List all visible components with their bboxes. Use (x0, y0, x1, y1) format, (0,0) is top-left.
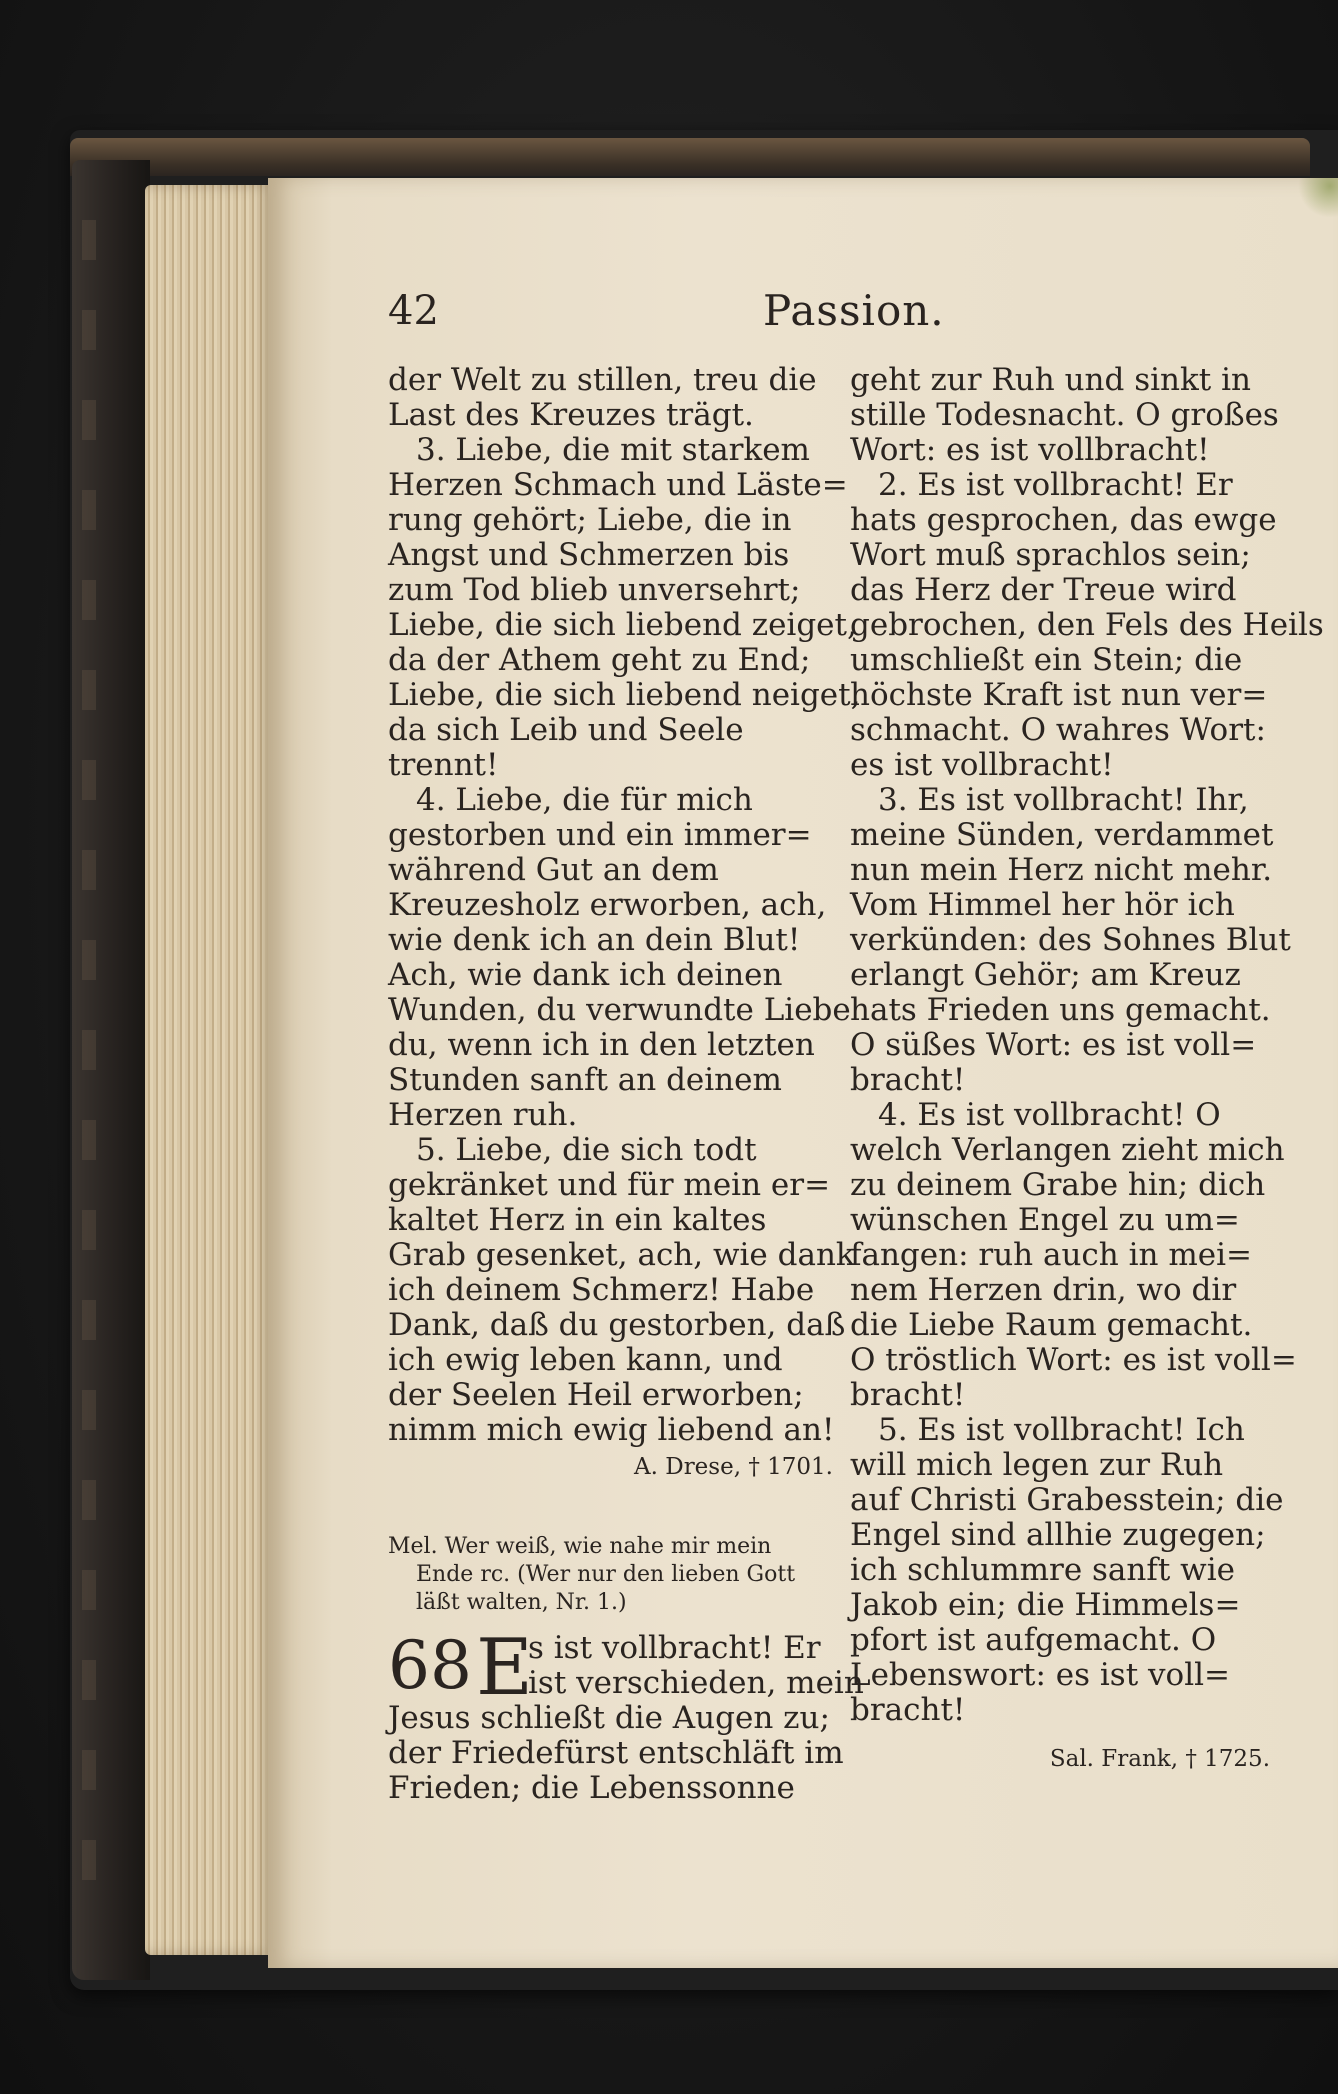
text-line: Frieden; die Lebenssonne (388, 1770, 795, 1806)
right-column (850, 362, 1324, 1777)
text-line: Angst und Schmerzen bis (388, 537, 790, 573)
left-column (388, 362, 864, 1806)
author-attribution: Sal. Frank, † 1725. (1049, 1746, 1270, 1772)
text-line: bracht! (850, 1377, 966, 1413)
text-line: zum Tod blieb unversehrt; (388, 572, 801, 608)
text-line: wie denk ich an dein Blut! (388, 922, 801, 958)
verse-start: 3. Es ist vollbracht! Ihr, (878, 782, 1249, 818)
text-line: ich schlummre sanft wie (850, 1552, 1235, 1588)
text-line: Herzen Schmach und Läste= (388, 467, 848, 503)
verse-start: 4. Liebe, die für mich (416, 782, 753, 818)
text-line: Wort muß sprachlos sein; (850, 537, 1251, 573)
text-line: Wunden, du verwundte Liebe (388, 992, 851, 1028)
text-line: gebrochen, den Fels des Heils (850, 607, 1324, 643)
text-line: Jakob ein; die Himmels= (850, 1587, 1241, 1623)
text-line: schmacht. O wahres Wort: (850, 712, 1266, 748)
text-line: Ach, wie dank ich deinen (388, 957, 783, 993)
text-line: die Liebe Raum gemacht. (850, 1307, 1253, 1343)
text-line: rung gehört; Liebe, die in (388, 502, 792, 538)
text-line: da sich Leib und Seele (388, 712, 744, 748)
text-line: wünschen Engel zu um= (850, 1202, 1240, 1238)
text-line: Liebe, die sich liebend neiget, (388, 677, 861, 713)
text-line: erlangt Gehör; am Kreuz (850, 957, 1241, 993)
page-title: Passion. (763, 286, 945, 335)
text-line: höchste Kraft ist nun ver= (850, 677, 1268, 713)
text-line: der Seelen Heil erworben; (388, 1377, 804, 1413)
text-line: gestorben und ein immer= (388, 817, 812, 853)
text-line: gekränket und für mein er= (388, 1167, 831, 1203)
text-line: verkünden: des Sohnes Blut (850, 922, 1291, 958)
text-line: ich deinem Schmerz! Habe (388, 1272, 815, 1308)
text-line: Herzen ruh. (388, 1097, 578, 1133)
text-line: meine Sünden, verdammet (850, 817, 1274, 853)
drop-cap: E (476, 1623, 533, 1713)
melody-note: läßt walten, Nr. 1.) (416, 1590, 627, 1615)
verse-start: 5. Es ist vollbracht! Ich (878, 1412, 1245, 1448)
text-line: zu deinem Grabe hin; dich (850, 1167, 1266, 1203)
text-line: Dank, daß du gestorben, daß (388, 1307, 846, 1343)
hymn-opening (388, 1623, 864, 1771)
text-line: Grab gesenket, ach, wie dank (388, 1237, 855, 1273)
text-line: pfort ist aufgemacht. O (850, 1622, 1217, 1658)
text-line: bracht! (850, 1062, 966, 1098)
text-line: kaltet Herz in ein kaltes (388, 1202, 767, 1238)
text-line: Vom Himmel her hör ich (850, 887, 1235, 923)
text-line: O tröstlich Wort: es ist voll= (850, 1342, 1297, 1378)
verse-start: 4. Es ist vollbracht! O (878, 1097, 1221, 1133)
text-line: es ist vollbracht! (850, 747, 1114, 783)
text-line: nun mein Herz nicht mehr. (850, 852, 1273, 888)
text-line: der Welt zu stillen, treu die (388, 362, 817, 398)
text-line: hats Frieden uns gemacht. (850, 992, 1271, 1028)
text-line: das Herz der Treue wird (850, 572, 1237, 608)
text-line: Stunden sanft an deinem (388, 1062, 782, 1098)
page-edges (145, 185, 275, 1955)
text-line: Liebe, die sich liebend zeiget, (388, 607, 857, 643)
text-line: auf Christi Grabesstein; die (850, 1482, 1284, 1518)
book-page (268, 178, 1338, 1968)
text-line: bracht! (850, 1692, 966, 1728)
author-attribution: A. Drese, † 1701. (634, 1454, 833, 1480)
text-line: hats gesprochen, das ewge (850, 502, 1277, 538)
text-line: Lebenswort: es ist voll= (850, 1657, 1230, 1693)
text-line: Jesus schließt die Augen zu; (388, 1700, 830, 1736)
text-line: Kreuzesholz erworben, ach, (388, 887, 827, 923)
hymn-number: 68 (388, 1627, 472, 1704)
text-line: O süßes Wort: es ist voll= (850, 1027, 1257, 1063)
text-line: Last des Kreuzes trägt. (388, 397, 754, 433)
verse-start: 5. Liebe, die sich todt (416, 1132, 757, 1168)
corner-stain (1298, 178, 1338, 218)
text-line: Wort: es ist vollbracht! (850, 432, 1210, 468)
text-line: stille Todesnacht. O großes (850, 397, 1279, 433)
spacer (388, 1485, 833, 1533)
text-line: da der Athem geht zu End; (388, 642, 811, 678)
text-line: der Friedefürst entschläft im (388, 1735, 844, 1771)
melody-note: Ende rc. (Wer nur den lieben Gott (416, 1562, 796, 1587)
text-line: fangen: ruh auch in mei= (850, 1237, 1252, 1273)
text-line: geht zur Ruh und sinkt in (850, 362, 1251, 398)
book-cover-top-edge (70, 138, 1310, 176)
verse-start: 3. Liebe, die mit starkem (416, 432, 810, 468)
text-line: umschließt ein Stein; die (850, 642, 1243, 678)
text-line: will mich legen zur Ruh (850, 1447, 1224, 1483)
text-line: während Gut an dem (388, 852, 719, 888)
verse-start: 2. Es ist vollbracht! Er (878, 467, 1233, 503)
text-line: welch Verlangen zieht mich (850, 1132, 1285, 1168)
text-line: nem Herzen drin, wo dir (850, 1272, 1237, 1308)
page-number: 42 (388, 288, 439, 334)
text-line: Engel sind allhie zugegen; (850, 1517, 1266, 1553)
text-line: du, wenn ich in den letzten (388, 1027, 815, 1063)
text-line: ist verschieden, mein (528, 1665, 864, 1701)
melody-note: Mel. Wer weiß, wie nahe mir mein (388, 1534, 772, 1559)
book-binding (72, 160, 150, 1980)
text-line: nimm mich ewig liebend an! (388, 1412, 835, 1448)
text-line: trennt! (388, 747, 499, 783)
text-line: s ist vollbracht! Er (528, 1630, 821, 1666)
text-line: ich ewig leben kann, und (388, 1342, 783, 1378)
